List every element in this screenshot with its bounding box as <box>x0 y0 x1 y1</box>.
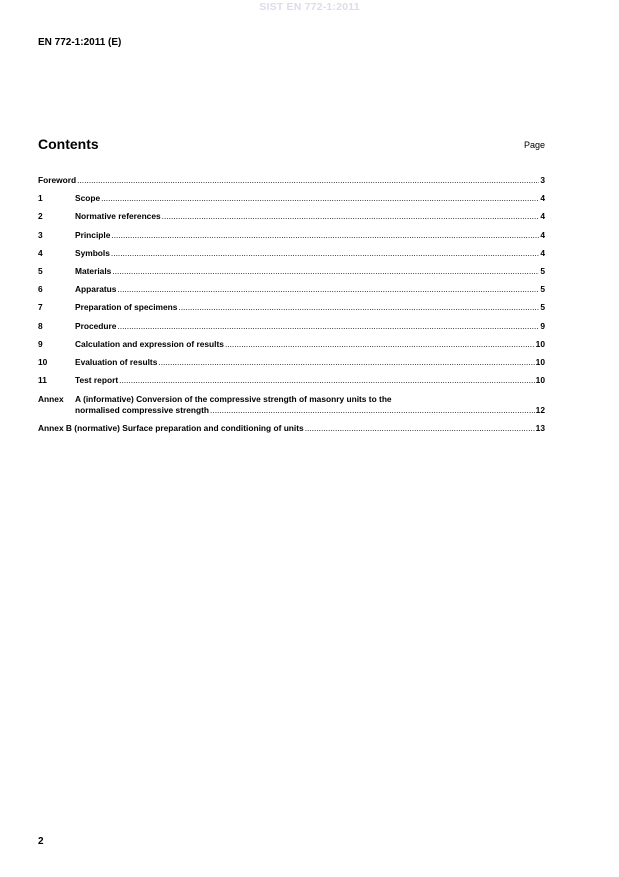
toc-entries <box>38 175 545 393</box>
leader-dots <box>112 266 539 276</box>
leader-dots <box>210 405 535 415</box>
toc-entry-title: Foreword <box>38 175 77 185</box>
toc-entry-number: 7 <box>38 302 43 313</box>
toc-entry-title: Materials <box>75 265 112 276</box>
leader-dots <box>119 375 535 385</box>
leader-dots <box>117 321 539 331</box>
toc-entry-number: 4 <box>38 247 43 258</box>
toc-entry[interactable] <box>38 375 545 393</box>
leader-dots <box>158 357 534 367</box>
toc-entry-page: 10 <box>535 375 545 386</box>
toc-entry-number: 8 <box>38 320 43 331</box>
toc-entry-annex-b[interactable] <box>38 423 545 441</box>
contents-title: Contents <box>38 136 99 152</box>
toc-entry-page: 5 <box>540 284 545 295</box>
leader-dots <box>162 211 540 221</box>
page-number: 2 <box>38 836 44 847</box>
toc-entry[interactable] <box>38 211 545 229</box>
leader-dots <box>178 302 539 312</box>
annex-b-title: Annex B (normative) Surface preparation and conditioning of units <box>38 423 304 434</box>
toc-entry-title: Evaluation of results <box>75 356 158 367</box>
toc-entry[interactable] <box>38 175 545 193</box>
table-of-contents <box>38 175 545 441</box>
toc-entry-page: 9 <box>540 320 545 331</box>
standard-header: EN 772-1:2011 (E) <box>38 37 122 48</box>
toc-entry-page: 4 <box>540 229 545 240</box>
toc-entry[interactable] <box>38 284 545 302</box>
toc-entry-page: 3 <box>540 175 545 185</box>
toc-entry-page: 5 <box>540 302 545 313</box>
toc-entry-number: 3 <box>38 229 43 240</box>
leader-dots <box>101 193 539 203</box>
toc-entry-title: Calculation and expression of results <box>75 338 224 349</box>
leader-dots <box>111 230 539 240</box>
toc-entry-number: 2 <box>38 211 43 222</box>
toc-entry[interactable] <box>38 339 545 357</box>
toc-entry[interactable] <box>38 302 545 320</box>
toc-entry[interactable] <box>38 193 545 211</box>
annex-a-title-line1: A (informative) Conversion of the compressive strength of masonry units to the <box>75 394 392 405</box>
toc-entry-page: 10 <box>535 356 545 367</box>
toc-entry-page: 4 <box>540 247 545 258</box>
toc-entry-number: 10 <box>38 356 48 367</box>
toc-entry-annex-a[interactable] <box>38 394 545 419</box>
leader-dots <box>117 284 539 294</box>
leader-dots <box>111 248 539 258</box>
leader-dots <box>77 175 539 185</box>
toc-entry-title: Preparation of specimens <box>75 302 178 313</box>
annex-a-title-line2: normalised compressive strength <box>75 405 210 416</box>
toc-entry-title: Normative references <box>75 211 161 222</box>
toc-entry-number: 9 <box>38 338 43 349</box>
toc-entry-title: Procedure <box>75 320 117 331</box>
toc-entry-title: Principle <box>75 229 111 240</box>
leader-dots <box>305 423 535 433</box>
toc-entry[interactable] <box>38 248 545 266</box>
toc-entry[interactable] <box>38 266 545 284</box>
page-column-label: Page <box>523 140 545 150</box>
toc-entry-title: Test report <box>75 375 119 386</box>
toc-entry[interactable] <box>38 230 545 248</box>
toc-entry-page: 5 <box>540 265 545 276</box>
annex-prefix: Annex <box>38 394 64 405</box>
annex-a-page: 12 <box>535 405 545 416</box>
toc-entry[interactable] <box>38 357 545 375</box>
toc-entry-page: 4 <box>540 211 545 222</box>
toc-entry-number: 1 <box>38 193 43 204</box>
toc-entry-page: 10 <box>535 338 545 349</box>
leader-dots <box>225 339 535 349</box>
annex-b-page: 13 <box>535 423 545 434</box>
toc-entry-number: 5 <box>38 265 43 276</box>
toc-entry[interactable] <box>38 321 545 339</box>
toc-entry-title: Apparatus <box>75 284 117 295</box>
toc-entry-number: 11 <box>38 375 47 386</box>
toc-entry-number: 6 <box>38 284 43 295</box>
toc-entry-page: 4 <box>540 193 545 204</box>
toc-entry-title: Symbols <box>75 247 110 258</box>
toc-entry-title: Scope <box>75 193 101 204</box>
watermark: SIST EN 772-1:2011 <box>259 1 360 13</box>
